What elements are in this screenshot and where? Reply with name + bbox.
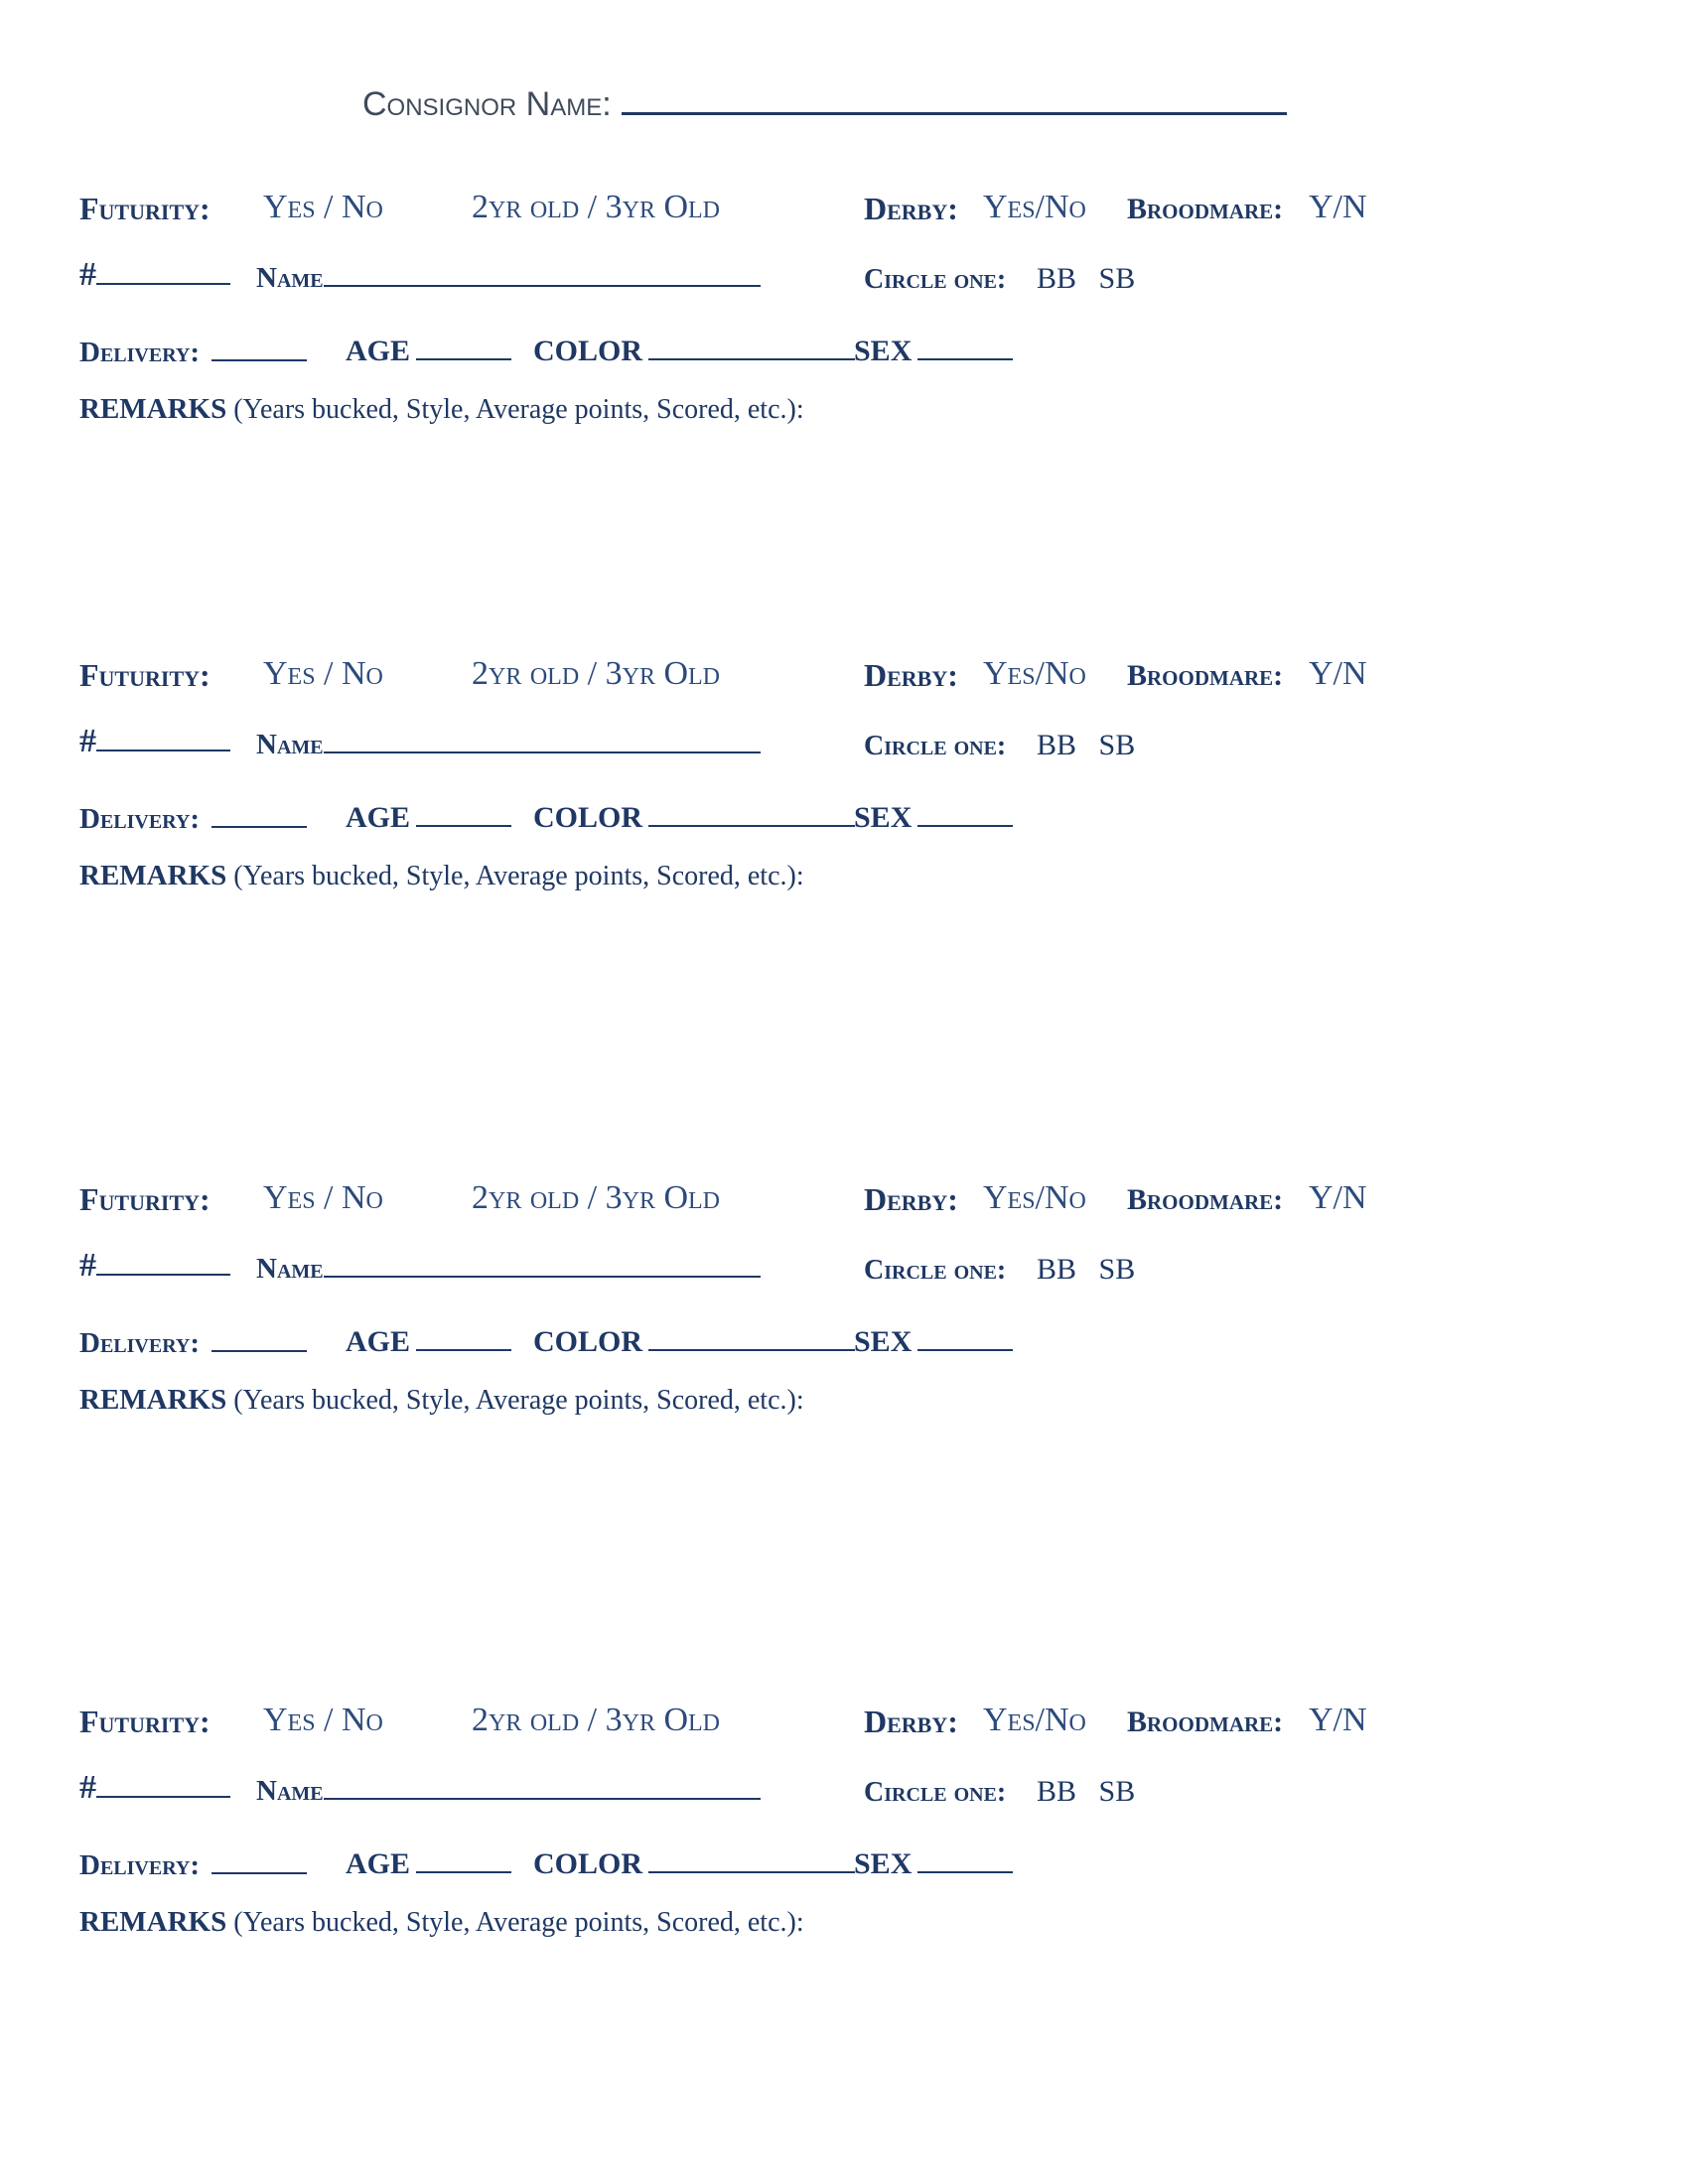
age-label: AGE xyxy=(346,801,411,834)
age-options[interactable]: 2yr old / 3yr Old xyxy=(472,1179,720,1216)
name-field xyxy=(256,729,761,761)
remarks-line xyxy=(79,1906,804,1939)
name-label: Name xyxy=(256,1253,324,1285)
remarks-hint: (Years bucked, Style, Average points, Scored, etc.): xyxy=(233,861,804,891)
horse-entry xyxy=(0,0,1688,425)
name-field xyxy=(256,1253,761,1286)
remarks-label: REMARKS xyxy=(79,1906,227,1938)
delivery-input[interactable] xyxy=(211,1852,307,1874)
number-label: # xyxy=(79,1247,96,1284)
futurity-label: Futurity: xyxy=(79,191,211,226)
broodmare-options[interactable]: Y/N xyxy=(1309,1702,1367,1738)
color-field xyxy=(533,801,855,835)
derby-options[interactable]: Yes/No xyxy=(983,1702,1086,1738)
sex-input[interactable] xyxy=(917,1329,1013,1351)
derby-label: Derby: xyxy=(864,1704,958,1739)
broodmare-label: Broodmare: xyxy=(1127,1706,1284,1738)
consignor-name-label: Consignor Name: xyxy=(362,85,612,123)
futurity-options[interactable]: Yes / No xyxy=(263,189,383,225)
name-label: Name xyxy=(256,1775,324,1807)
sex-field xyxy=(854,1847,1013,1881)
number-input[interactable] xyxy=(96,730,230,751)
broodmare-label: Broodmare: xyxy=(1127,1183,1284,1216)
futurity-options[interactable]: Yes / No xyxy=(263,1702,383,1738)
futurity-options[interactable]: Yes / No xyxy=(263,1179,383,1216)
age-label: AGE xyxy=(346,1325,411,1358)
broodmare-options[interactable]: Y/N xyxy=(1309,1179,1367,1216)
age-input[interactable] xyxy=(416,1851,511,1873)
age-options[interactable]: 2yr old / 3yr Old xyxy=(472,189,720,225)
derby-label: Derby: xyxy=(864,657,958,693)
color-label: COLOR xyxy=(533,1847,643,1880)
delivery-input[interactable] xyxy=(211,1330,307,1352)
bb-sb-options[interactable]: BB SB xyxy=(1037,262,1136,295)
sex-input[interactable] xyxy=(917,339,1013,360)
sex-label: SEX xyxy=(854,801,913,834)
sex-input[interactable] xyxy=(917,805,1013,827)
remarks-hint: (Years bucked, Style, Average points, Scored, etc.): xyxy=(233,1907,804,1938)
name-label: Name xyxy=(256,262,324,294)
color-input[interactable] xyxy=(648,1851,855,1873)
number-input[interactable] xyxy=(96,1254,230,1276)
number-field xyxy=(79,1247,230,1285)
sex-input[interactable] xyxy=(917,1851,1013,1873)
broodmare-options[interactable]: Y/N xyxy=(1309,655,1367,692)
derby-options[interactable]: Yes/No xyxy=(983,655,1086,692)
age-field xyxy=(346,1847,511,1881)
age-options[interactable]: 2yr old / 3yr Old xyxy=(472,655,720,692)
horse-entry xyxy=(0,467,1688,891)
remarks-line xyxy=(79,860,804,892)
sex-field xyxy=(854,1325,1013,1359)
age-input[interactable] xyxy=(416,339,511,360)
age-input[interactable] xyxy=(416,1329,511,1351)
delivery-field xyxy=(79,337,307,369)
bb-sb-options[interactable]: BB SB xyxy=(1037,1253,1136,1286)
broodmare-label: Broodmare: xyxy=(1127,193,1284,225)
number-input[interactable] xyxy=(96,263,230,285)
name-field xyxy=(256,1775,761,1808)
remarks-label: REMARKS xyxy=(79,1384,227,1416)
horse-entry xyxy=(0,991,1688,1416)
number-field xyxy=(79,1769,230,1807)
age-options[interactable]: 2yr old / 3yr Old xyxy=(472,1702,720,1738)
age-label: AGE xyxy=(346,335,411,367)
remarks-label: REMARKS xyxy=(79,393,227,425)
age-field xyxy=(346,801,511,835)
remarks-line xyxy=(79,1384,804,1417)
age-field xyxy=(346,335,511,368)
color-field xyxy=(533,1325,855,1359)
color-label: COLOR xyxy=(533,1325,643,1358)
delivery-label: Delivery: xyxy=(79,803,201,835)
circle-one-label: Circle one: xyxy=(864,264,1007,295)
number-label: # xyxy=(79,723,96,759)
delivery-label: Delivery: xyxy=(79,1849,201,1881)
remarks-hint: (Years bucked, Style, Average points, Scored, etc.): xyxy=(233,394,804,425)
derby-label: Derby: xyxy=(864,191,958,226)
derby-options[interactable]: Yes/No xyxy=(983,1179,1086,1216)
color-input[interactable] xyxy=(648,1329,855,1351)
delivery-label: Delivery: xyxy=(79,337,201,368)
circle-one-label: Circle one: xyxy=(864,1255,1007,1286)
futurity-label: Futurity: xyxy=(79,1181,211,1217)
futurity-options[interactable]: Yes / No xyxy=(263,655,383,692)
broodmare-options[interactable]: Y/N xyxy=(1309,189,1367,225)
age-input[interactable] xyxy=(416,805,511,827)
number-input[interactable] xyxy=(96,1776,230,1798)
name-input[interactable] xyxy=(324,1256,761,1278)
futurity-label: Futurity: xyxy=(79,657,211,693)
age-field xyxy=(346,1325,511,1359)
horse-entry xyxy=(0,1513,1688,1938)
color-label: COLOR xyxy=(533,801,643,834)
remarks-hint: (Years bucked, Style, Average points, Scored, etc.): xyxy=(233,1385,804,1416)
name-label: Name xyxy=(256,729,324,760)
name-input[interactable] xyxy=(324,265,761,287)
delivery-label: Delivery: xyxy=(79,1327,201,1359)
derby-options[interactable]: Yes/No xyxy=(983,189,1086,225)
name-input[interactable] xyxy=(324,1778,761,1800)
color-input[interactable] xyxy=(648,805,855,827)
color-field xyxy=(533,1847,855,1881)
color-field xyxy=(533,335,855,368)
sex-label: SEX xyxy=(854,335,913,367)
number-label: # xyxy=(79,1769,96,1806)
delivery-field xyxy=(79,803,307,836)
remarks-line xyxy=(79,393,804,426)
delivery-field xyxy=(79,1327,307,1360)
derby-label: Derby: xyxy=(864,1181,958,1217)
broodmare-label: Broodmare: xyxy=(1127,659,1284,692)
sex-label: SEX xyxy=(854,1847,913,1880)
delivery-input[interactable] xyxy=(211,806,307,828)
sex-field xyxy=(854,801,1013,835)
circle-one-label: Circle one: xyxy=(864,731,1007,761)
futurity-label: Futurity: xyxy=(79,1704,211,1739)
circle-one-label: Circle one: xyxy=(864,1777,1007,1808)
color-input[interactable] xyxy=(648,339,855,360)
number-field xyxy=(79,723,230,760)
name-field xyxy=(256,262,761,295)
name-input[interactable] xyxy=(324,732,761,753)
number-label: # xyxy=(79,256,96,293)
number-field xyxy=(79,256,230,294)
color-label: COLOR xyxy=(533,335,643,367)
sex-field xyxy=(854,335,1013,368)
bb-sb-options[interactable]: BB SB xyxy=(1037,1775,1136,1808)
delivery-input[interactable] xyxy=(211,340,307,361)
delivery-field xyxy=(79,1849,307,1882)
bb-sb-options[interactable]: BB SB xyxy=(1037,729,1136,761)
remarks-label: REMARKS xyxy=(79,860,227,891)
sex-label: SEX xyxy=(854,1325,913,1358)
age-label: AGE xyxy=(346,1847,411,1880)
